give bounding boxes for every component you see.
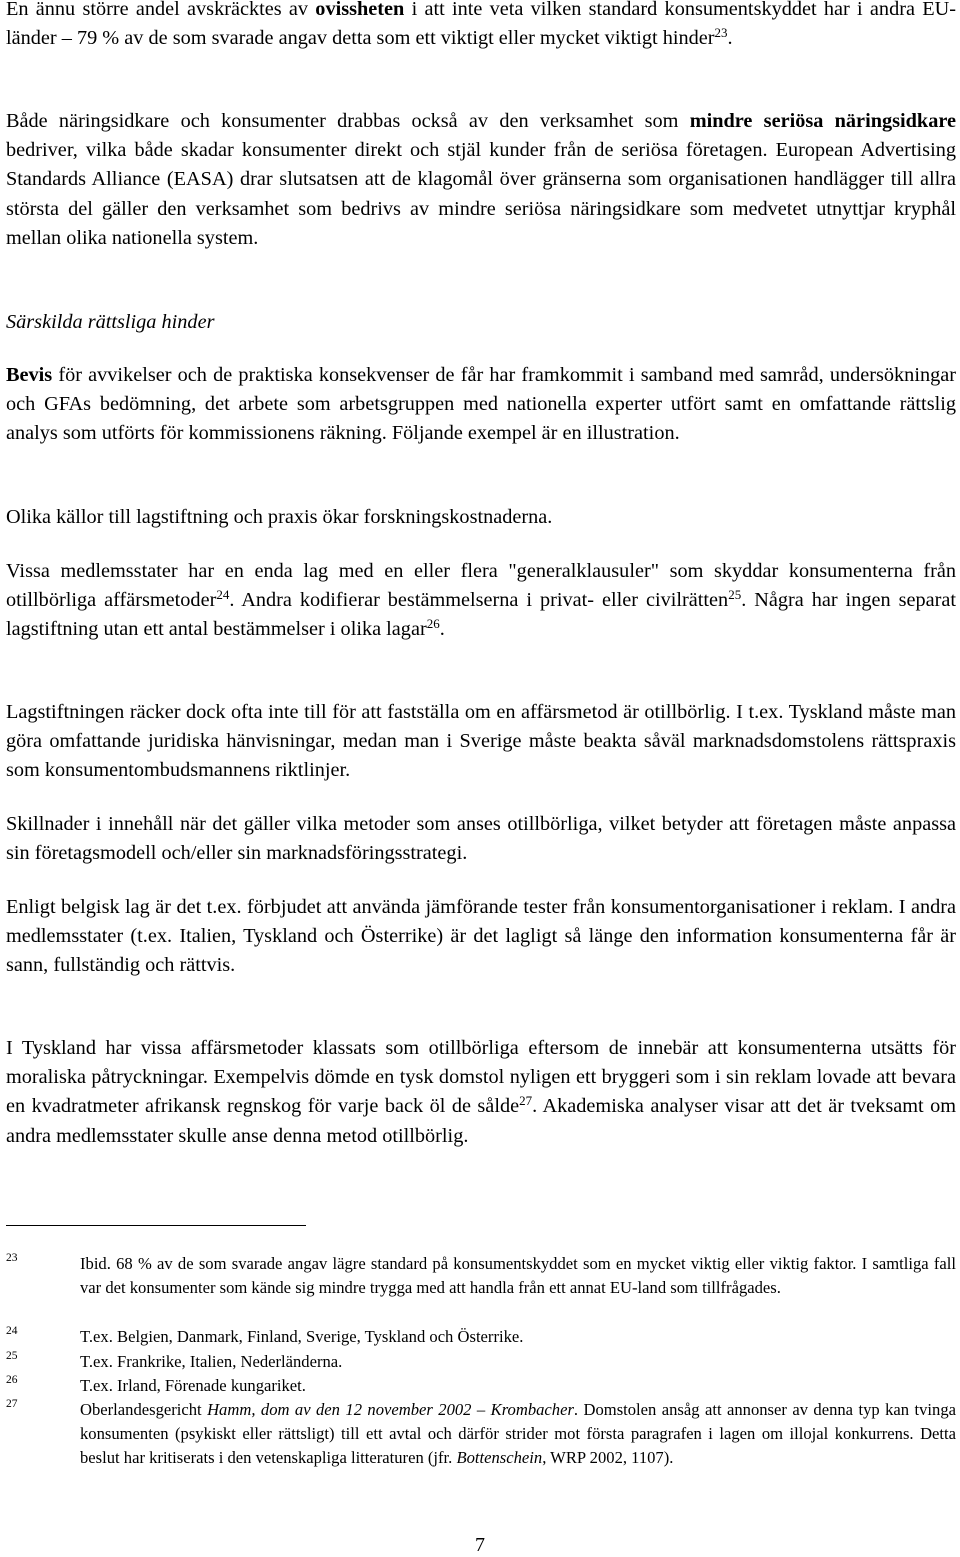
footnote-text: T.ex. Irland, Förenade kungariket. <box>80 1376 306 1395</box>
text-run: i att inte veta vilken standard konsumentskyddet har i andra EU-länder – 79 % av de som svarade angav detta som ett viktigt eller mycket viktigt hinder <box>6 0 957 50</box>
italic-citation: Hamm, dom av den 12 november 2002 – Krombacher <box>207 1400 574 1419</box>
paragraph-sources: Olika källor till lagstiftning och praxis ökar forskningskostnaderna. <box>6 506 553 528</box>
footnote-separator <box>6 1225 306 1226</box>
section-heading: Särskilda rättsliga hinder <box>6 311 215 333</box>
paragraph-belgian-law: Enligt belgisk lag är det t.ex. förbjudet att använda jämförande tester från konsumentorganisationer i reklam. I andra medlemsstater (t.ex. Italien, Tyskland och Österrike) är det lagligt så länge den information konsumenterna får är sann, fullständig och rättvis. <box>6 896 956 977</box>
bold-term: mindre seriösa näringsidkare <box>689 110 956 132</box>
footnote-text <box>80 1398 956 1470</box>
text-run: . Några har ingen separat lagstiftning utan ett antal bestämmelser i olika lagar <box>6 589 957 641</box>
paragraph-legislation: Lagstiftningen räcker dock ofta inte till för att fastställa om en affärsmetod är otillbörlig. I t.ex. Tyskland måste man göra omfattande juridiska hänvisningar, medan man i Sverige måste beakta såväl marknadsdomstolens rättspraxis som konsumentombudsmannens riktlinjer. <box>6 701 956 782</box>
footnote-number: 27 <box>6 1398 18 1410</box>
footnote-ref[interactable]: 26 <box>426 616 440 632</box>
bold-term: Bevis <box>6 364 53 386</box>
text-run: . Domstolen ansåg att annonser av denna typ kan tvinga konsumenten (psykiskt eller rättsligt) till ett avtal och därför strider mot första paragrafen i lagen om illojal konkurrens. Detta beslut har kritiserats i den vetenskapliga litteraturen (jfr. <box>80 1400 956 1467</box>
footnote-text: T.ex. Frankrike, Italien, Nederländerna. <box>80 1352 343 1371</box>
text-run: . Akademiska analyser visar att det är tveksamt om andra medlemsstater skulle anse denna metod otillbörlig. <box>6 1095 956 1147</box>
text-run: Både näringsidkare och konsumenter drabbas också av den verksamhet som <box>6 110 690 132</box>
text-run: . <box>727 27 733 50</box>
bold-term: ovissheten <box>315 0 405 20</box>
footnote-number: 26 <box>6 1374 18 1386</box>
footnote-number: 24 <box>6 1325 18 1337</box>
text-run: . <box>439 618 445 641</box>
paragraph-evidence <box>6 361 956 449</box>
footnote-ref[interactable]: 27 <box>519 1093 533 1109</box>
paragraph-germany <box>6 1034 956 1151</box>
footnote-text: T.ex. Belgien, Danmark, Finland, Sverige, Tyskland och Österrike. <box>80 1327 524 1346</box>
paragraph-differences: Skillnader i innehåll när det gäller vilka metoder som anses otillbörliga, vilket betyder att företagen måste anpassa sin företagsmodell och/eller sin marknadsföringsstrategi. <box>6 813 956 865</box>
text-run: för avvikelser och de praktiska konsekvenser de får har framkommit i samband med samråd, undersökningar och GFAs bedömning, det arbete som arbetsgruppen med nationella experter utfört samt en omfattande rättslig analys som utförts för kommissionens räkning. Följande exempel är en illustration. <box>6 364 956 445</box>
text-run: I Tyskland har vissa affärsmetoder klassats som otillbörliga eftersom de innebär att konsumenterna utsätts för moraliska påtryckningar. Exempelvis dömde en tysk domstol nyligen ett bryggeri som i sin reklam lovade att bevara en kvadratmeter afrikansk regnskog för varje back öl de sålde <box>6 1037 956 1118</box>
italic-citation: Bottenschein <box>456 1448 543 1467</box>
text-run: Vissa medlemsstater har en enda lag med en eller flera "generalklausuler" som skyddar konsumenterna från otillbörliga affärsmetoder <box>6 560 956 612</box>
text-run: . Andra kodifierar bestämmelserna i privat- eller civilrätten <box>229 589 729 612</box>
paragraph-uncertainty <box>6 0 956 53</box>
footnote-text: Ibid. 68 % av de som svarade angav lägre standard på konsumentskyddet som en mycket viktig eller viktig faktor. I samtliga fall var det konsumenter som kände sig mindre trygga med att handla från ett annat EU-land som tillfrågades. <box>80 1254 956 1297</box>
paragraph-general-clauses <box>6 557 956 645</box>
footnote-ref[interactable]: 24 <box>216 587 230 603</box>
footnote-number: 25 <box>6 1350 18 1362</box>
text-run: Oberlandesgericht <box>80 1400 208 1419</box>
text-run: , WRP 2002, 1107). <box>542 1448 674 1467</box>
footnote-number: 23 <box>6 1252 18 1264</box>
page-number: 7 <box>475 1534 485 1556</box>
paragraph-unscrupulous-traders <box>6 107 956 253</box>
footnote-ref[interactable]: 25 <box>728 587 742 603</box>
text-run: En ännu större andel avskräcktes av <box>6 0 316 20</box>
footnote-ref[interactable]: 23 <box>714 25 728 41</box>
text-run: bedriver, vilka både skadar konsumenter direkt och stjäl kunder från de seriösa företagen. European Advertising Standards Alliance (EASA) drar slutsatsen att de klagomål över gränserna som organisationen handlägger till allra största del gäller den verksamhet som bedrivs av mindre seriösa näringsidkare som medvetet utnyttjar kryphål mellan olika nationella system. <box>6 139 956 249</box>
